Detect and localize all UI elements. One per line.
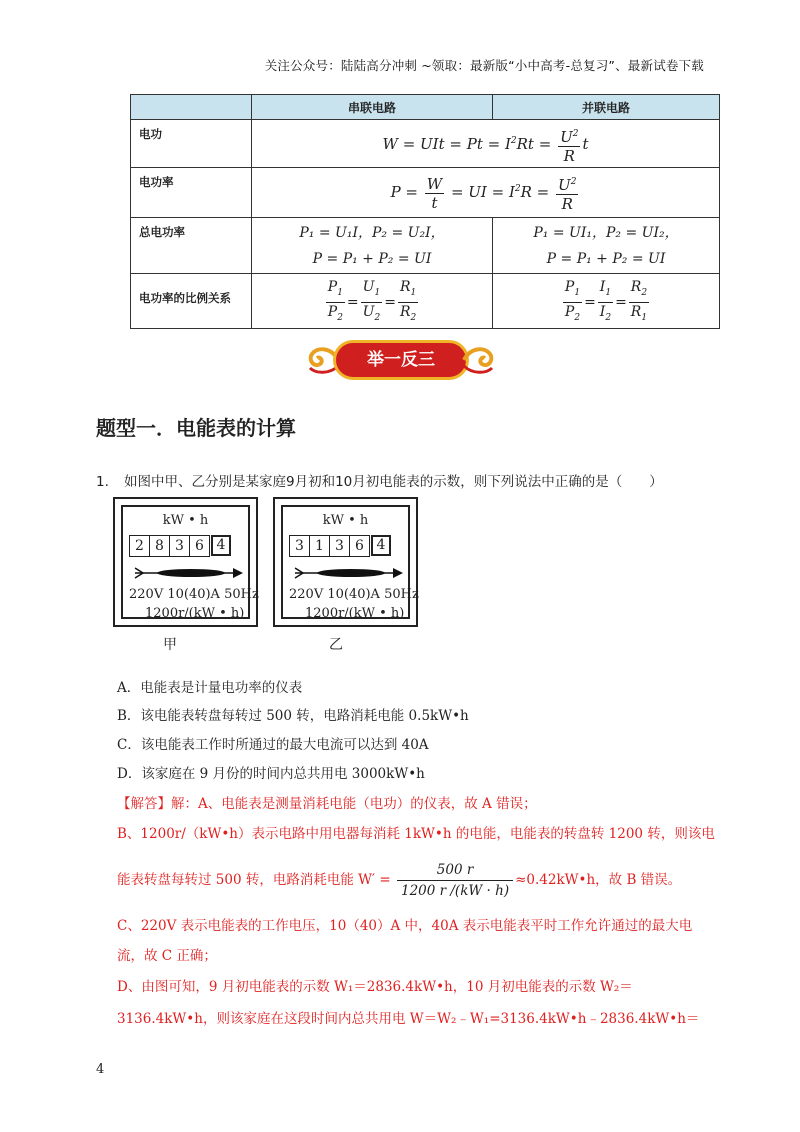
table-header-row (131, 95, 720, 120)
section-title: 题型一．电能表的计算 (96, 416, 296, 440)
meter-digit: 3 (329, 535, 350, 557)
row-label-power: 电功率 (131, 168, 252, 218)
answer-line-b2: 能表转盘每转过 500 转，电路消耗电能 W′ = $\frac{500 r}{1200 r /(kW \cdot h)}$ ≈0.42kW•h，故 B 错误。 (117, 862, 682, 899)
question-text: 如图中甲、乙分别是某家庭9月初和10月初电能表的示数，则下列说法中正确的是（ ） (124, 474, 663, 490)
meter-yi (273, 497, 418, 627)
meter-decimal-digit: 4 (211, 535, 231, 556)
meter-digit: 8 (149, 535, 170, 557)
meter-spec-rating: 220V 10(40)A 50Hz (289, 587, 419, 602)
question-stem (96, 470, 663, 490)
meter-digits (289, 535, 390, 557)
table-row (131, 120, 720, 168)
power-formula: P = $\frac{W}{t}$ = UI = $I^2R$ = $\frac{U^2}{R}$ (252, 168, 720, 218)
meter-digit: 3 (169, 535, 190, 557)
table-row (131, 218, 720, 274)
meter-digit: 6 (189, 535, 210, 557)
option-d: D．该家庭在 9 月份的时间内总共用电 3000kW•h (117, 766, 425, 782)
table-row (131, 274, 720, 329)
series-total-power (252, 218, 493, 274)
row-label-total-power: 总电功率 (131, 218, 252, 274)
right-cloud-ornament-icon (462, 342, 496, 378)
series-total-line1: P₁ = U₁I，P₂ = U₂I， (299, 225, 445, 241)
meter-digits (129, 535, 230, 557)
series-ratio: $\frac{P_1}{P_2}$ = $\frac{U_1}{U_2}$ = $\frac{R_1}{R_2}$ (252, 274, 493, 329)
meter-decimal-digit: 4 (371, 535, 391, 556)
meter-unit: kW • h (162, 513, 209, 528)
work-formula: W = UIt = $Pt = I^2Rt$ = $\frac{U^2}{R}$ t (252, 120, 720, 168)
corner-cell (131, 95, 252, 120)
answer-line-a: 解：A、电能表是测量消耗电能（电功）的仪表，故 A 错误； (171, 796, 537, 812)
parallel-ratio: $\frac{P_1}{P_2}$ = $\frac{I_1}{I_2}$ = $\frac{R_2}{R_1}$ (493, 274, 720, 329)
header-note: 关注公众号：陆陆高分冲刺 ~领取：最新版“小中高考-总复习”、最新试卷下载 (264, 58, 704, 73)
meter-spec-constant: 1200r/(kW • h) (305, 606, 405, 621)
example-badge (306, 336, 496, 384)
parallel-total-line2: P = P₁ + P₂ = UI (546, 251, 666, 267)
col-header-parallel: 并联电路 (493, 95, 720, 120)
answer-line-b1: B、1200r/（kW•h）表示电路中用电器每消耗 1kW•h 的电能，电能表的转盘转 1200 转，则该电 (117, 826, 715, 842)
meter-label-yi: 乙 (329, 637, 343, 653)
meter-spec-constant: 1200r/(kW • h) (145, 606, 245, 621)
badge-label: 举一反三 (333, 340, 469, 380)
meter-digit: 6 (349, 535, 370, 557)
parallel-total-line1: P₁ = UI₁，P₂ = UI₂， (533, 225, 679, 241)
col-header-series: 串联电路 (252, 95, 493, 120)
rotation-arrow-icon (133, 565, 245, 581)
meter-digit: 3 (289, 535, 310, 557)
answer-line-c2: 流，故 C 正确； (117, 948, 217, 964)
energy-fraction: $\frac{500 r}{1200 r /(kW \cdot h)}$ (397, 860, 513, 901)
meter-spec-rating: 220V 10(40)A 50Hz (129, 587, 259, 602)
table-row (131, 168, 720, 218)
meter-digit: 2 (129, 535, 150, 557)
answer-line-d1: D、由图可知，9 月初电能表的示数 W₁＝2836.4kW•h，10 月初电能表的示数 W₂＝ (117, 979, 633, 995)
option-a: A．电能表是计量电功率的仪表 (117, 680, 303, 696)
rotation-arrow-icon (293, 565, 405, 581)
page-number: 4 (96, 1062, 105, 1077)
parallel-total-power (493, 218, 720, 274)
series-total-line2: P = P₁ + P₂ = UI (312, 251, 432, 267)
formula-table (130, 94, 720, 329)
meter-digit: 1 (309, 535, 330, 557)
question-number: 1. (96, 474, 109, 490)
option-b: B．该电能表转盘每转过 500 转，电路消耗电能 0.5kW•h (117, 708, 469, 724)
answer-line-c1: C、220V 表示电能表的工作电压，10（40）A 中，40A 表示电能表平时工作允许通过的最大电 (117, 918, 693, 934)
answer-tag: 【解答】 (117, 796, 171, 812)
meter-jia (113, 497, 258, 627)
answer-line-d2: 3136.4kW•h，则该家庭在这段时间内总共用电 W＝W₂﹣W₁=3136.4kW•h﹣2836.4kW•h＝ (117, 1011, 700, 1027)
option-c: C．该电能表工作时所通过的最大电流可以达到 40A (117, 737, 429, 753)
row-label-ratio: 电功率的比例关系 (131, 274, 252, 329)
row-label-work: 电功 (131, 120, 252, 168)
meter-unit: kW • h (322, 513, 369, 528)
meter-label-jia: 甲 (163, 637, 177, 653)
answer-line (117, 792, 537, 812)
